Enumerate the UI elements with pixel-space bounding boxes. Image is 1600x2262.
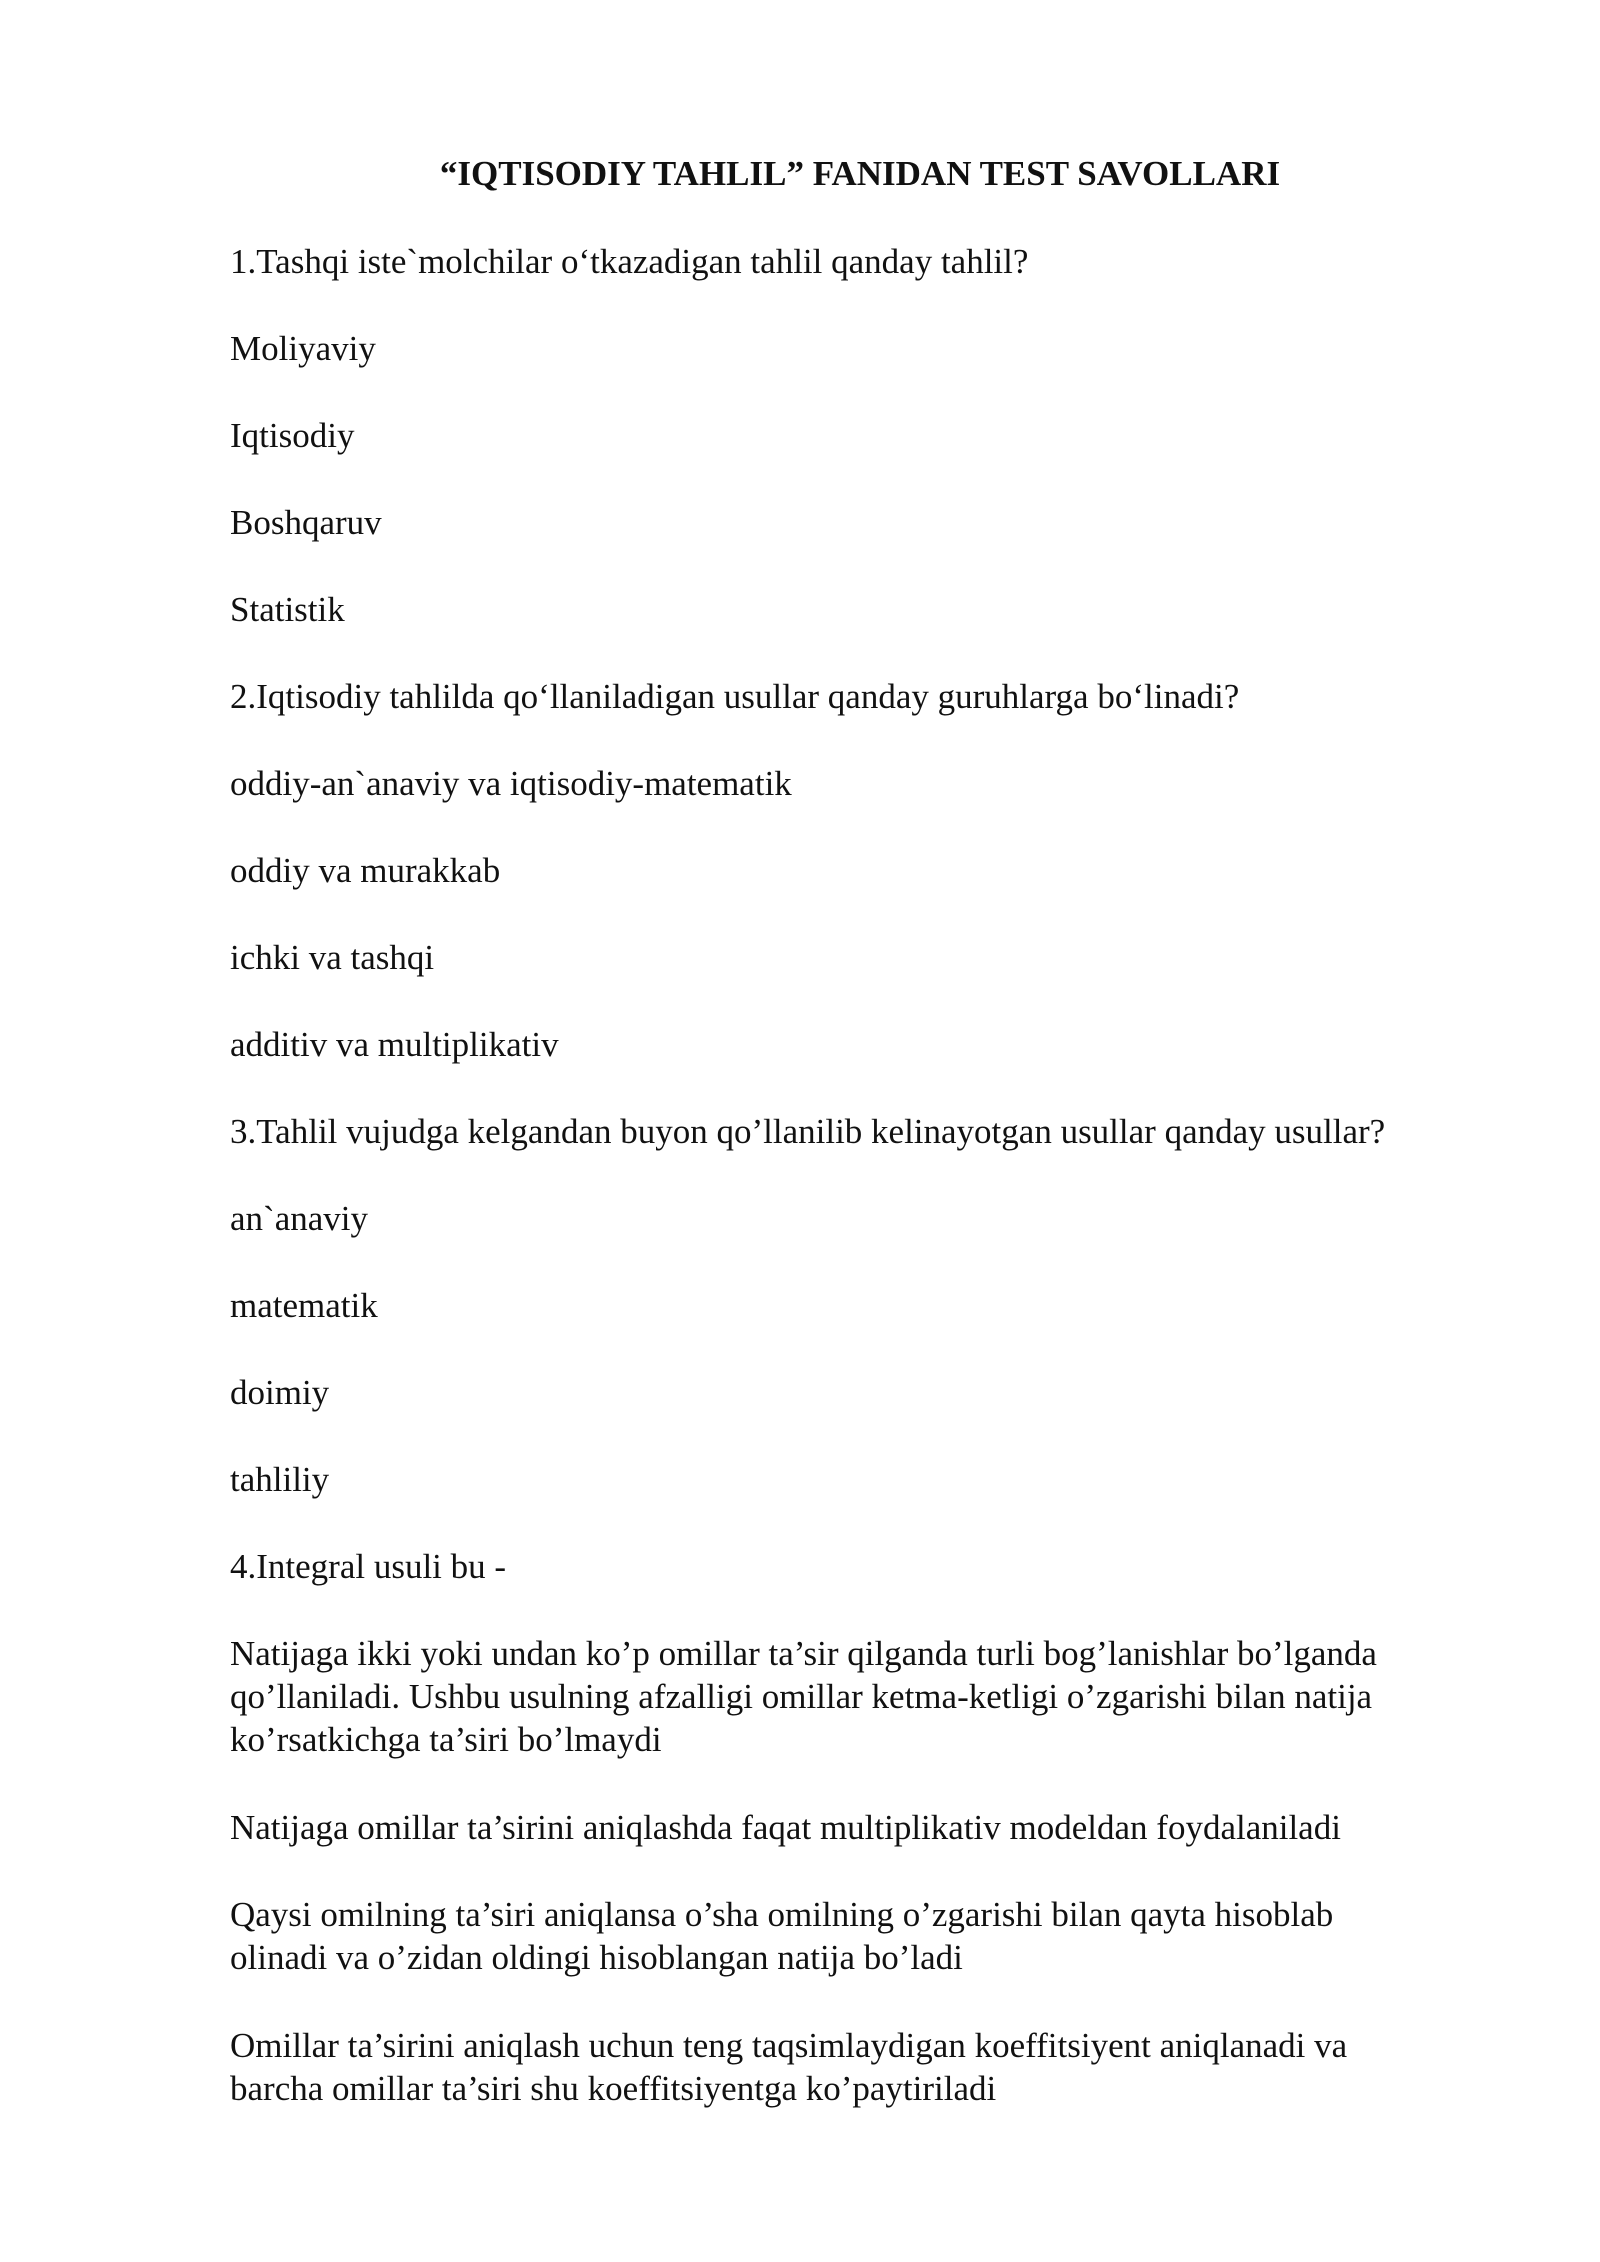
question-2-option-3: ichki va tashqi xyxy=(230,938,435,977)
question-4-option-2 xyxy=(230,1806,1500,1849)
question-3-option-1: an`anaviy xyxy=(230,1199,368,1238)
question-4-option-1-line: qo’llaniladi. Ushbu usulning afzalligi omillar ketma-ketligi o’zgarishi bilan natija xyxy=(230,1677,1373,1716)
question-2: 2.Iqtisodiy tahlilda qo‘llaniladigan usullar qanday guruhlarga bo‘linadi? xyxy=(230,677,1240,716)
question-4: 4.Integral usuli bu - xyxy=(230,1547,507,1586)
document-title: “IQTISODIY TAHLIL” FANIDAN TEST SAVOLLARI xyxy=(439,154,1281,193)
question-4-option-3-line: Qaysi omilning ta’siri aniqlansa o’sha omilning o’zgarishi bilan qayta hisoblab xyxy=(230,1895,1334,1934)
question-4-option-1-line: ko’rsatkichga ta’siri bo’lmaydi xyxy=(230,1720,662,1759)
question-4-option-3-line: olinadi va o’zidan oldingi hisoblangan natija bo’ladi xyxy=(230,1938,963,1977)
question-4-option-3 xyxy=(230,1893,1500,1979)
question-4-option-2-line: Natijaga omillar ta’sirini aniqlashda faqat multiplikativ modeldan foydalaniladi xyxy=(230,1808,1341,1847)
question-2-option-4: additiv va multiplikativ xyxy=(230,1025,559,1064)
question-1-option-1: Moliyaviy xyxy=(230,329,376,368)
question-3-option-3: doimiy xyxy=(230,1373,330,1412)
question-4-option-4 xyxy=(230,2024,1500,2110)
question-4-option-1-line: Natijaga ikki yoki undan ko’p omillar ta’sir qilganda turli bog’lanishlar bo’lganda xyxy=(230,1634,1377,1673)
question-2-option-1: oddiy-an`anaviy va iqtisodiy-matematik xyxy=(230,764,792,803)
question-1-option-2: Iqtisodiy xyxy=(230,416,355,455)
question-2-option-2: oddiy va murakkab xyxy=(230,851,501,890)
question-1: 1.Tashqi iste`molchilar o‘tkazadigan tahlil qanday tahlil? xyxy=(230,242,1029,281)
question-1-option-4: Statistik xyxy=(230,590,345,629)
question-1-option-3: Boshqaruv xyxy=(230,503,382,542)
question-3-option-2: matematik xyxy=(230,1286,378,1325)
question-4-option-4-line: Omillar ta’sirini aniqlash uchun teng taqsimlaydigan koeffitsiyent aniqlanadi va xyxy=(230,2026,1348,2065)
question-4-option-4-line: barcha omillar ta’siri shu koeffitsiyentga ko’paytiriladi xyxy=(230,2069,997,2108)
question-3-option-4: tahliliy xyxy=(230,1460,330,1499)
question-4-option-1 xyxy=(230,1632,1500,1761)
question-3: 3.Tahlil vujudga kelgandan buyon qo’llanilib kelinayotgan usullar qanday usullar? xyxy=(230,1112,1386,1151)
